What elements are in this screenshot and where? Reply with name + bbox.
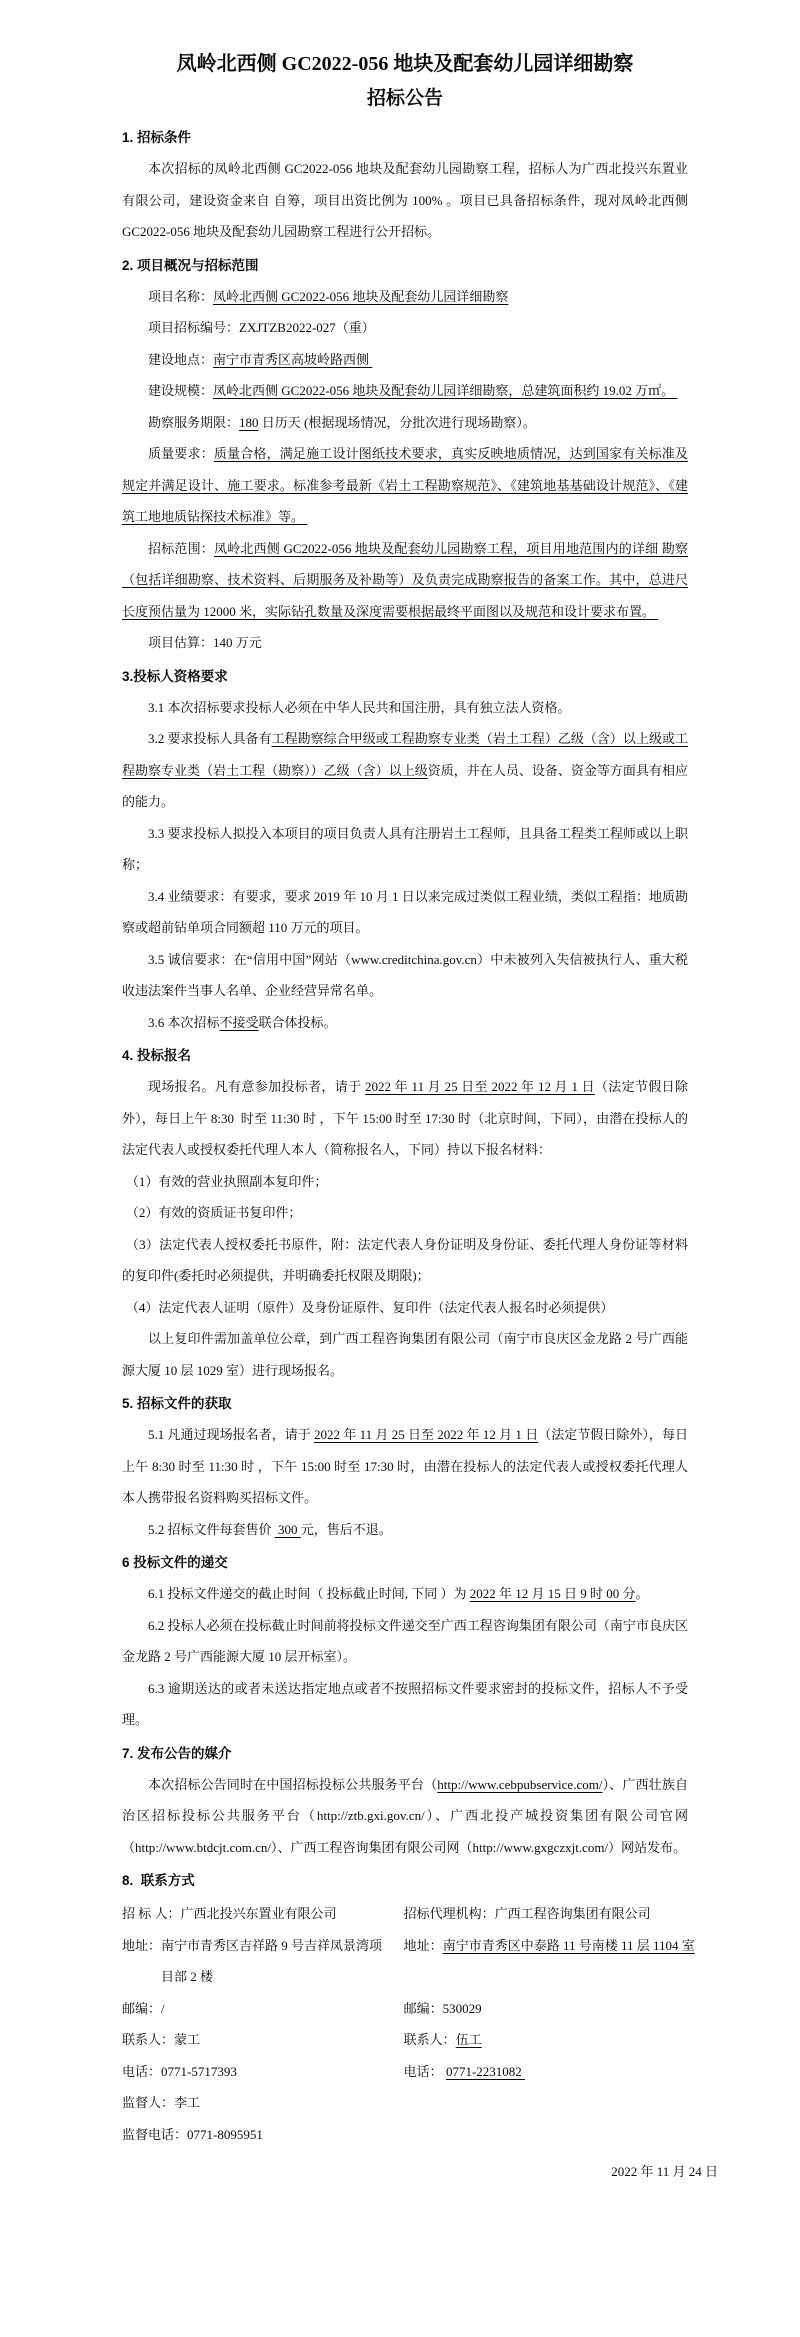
text-run: 项目招标编号：ZXJTZB2022-027（重） [148,320,375,335]
paragraph [122,344,688,376]
text-run: 5.2 招标文件每套售价 [148,1521,275,1537]
paragraph [122,375,688,407]
contact-cell-left [122,2119,394,2151]
underlined-text: 0771-2231082 [445,2063,526,2079]
underlined-text: 南宁市青秀区高坡岭路西侧 [213,351,373,367]
text-run: 。 [635,1586,649,1601]
text-run: 招 标 人：广西北投兴东置业有限公司 [122,1906,337,1921]
paragraph [122,881,688,944]
paragraph [122,281,688,313]
underlined-text: 凤岭北西侧 GC2022-056 地块及配套幼儿园详细勘察，总建筑面积约 19.02 万㎡。 [213,383,678,398]
text-run: 以上复印件需加盖单位公章，到广西工程咨询集团有限公司（南宁市良庆区金龙路 2 号广西能源大厦 10 层 1029 室）进行现场报名。 [122,1331,688,1378]
text-run: 邮编：530029 [403,2000,482,2016]
text-run: （3）法定代表人授权委托书原件，附：法定代表人身份证明及身份证、委托代理人身份证等材料的复印件(委托时必须提供，并明确委托权限及期限)； [122,1236,688,1283]
section-heading: 3.投标人资格要求 [122,668,228,684]
contact-cell-right [404,2024,698,2056]
text-run: 3.2 要求投标人具备有 [148,731,272,746]
contact-cell-left [122,2087,394,2119]
contact-cell-right [404,1930,698,1993]
text-run: 质量要求： [148,446,214,461]
underlined-text: http://www.cebpubservice.com/ [437,1776,603,1792]
paragraph [122,533,688,628]
contact-cell-right [404,2119,698,2151]
paragraph [122,1229,688,1292]
section-heading: 4. 投标报名 [122,1048,192,1063]
text-run: 电话： [403,2063,446,2079]
paragraph [122,1610,688,1673]
text-run: 日历天 (根据现场情况，分批次进行现场勘察）。 [258,414,536,430]
page-subtitle: 招标公告 [366,88,443,109]
text-run: 招标范围： [148,540,214,556]
underlined-text: 2022 年 11 月 25 日至 2022 年 12 月 1 日 [365,1079,595,1094]
contact-cell-right [404,2087,698,2119]
paragraph [122,723,688,818]
text-run: 6.1 投标文件递交的截止时间（ 投标截止时间, 下同 ）为 [148,1586,470,1601]
underlined-text: 质量合格，满足施工设计图纸技术要求，真实反映地质情况，达到国家有关标准及规定并满足设计、施工要求。标准参考最新《岩土工程勘察规范》、《建筑地基基础设计规范》、《建筑工地地质钻探技术标准》等。 [122,446,688,524]
contact-cell-right [404,2056,698,2088]
text-run: 现场报名。凡有意参加投标者，请于 [148,1079,366,1094]
text-run: 6.2 投标人必须在投标截止时间前将投标文件递交至广西工程咨询集团有限公司（南宁市良庆区金龙路 2 号广西能源大厦 10 层开标室）。 [122,1617,688,1664]
contact-cell-right [404,1993,698,2025]
paragraph [122,1166,688,1198]
paragraph [122,818,688,881]
text-run: 联系人：蒙工 [122,2032,201,2047]
contact-cell-left [122,2056,394,2088]
text-run: 邮编：/ [122,2000,165,2016]
underlined-text: 伍工 [455,2032,482,2047]
underlined-text: 2022 年 11 月 25 日至 2022 年 12 月 1 日 [314,1427,539,1442]
text-run: 建设地点： [148,351,214,367]
text-run: 地址： [403,1937,443,1953]
text-run: 5.1 凡通过现场报名者，请于 [148,1427,315,1442]
text-run: （法定节假日除外），每日上午 8:30 时至 11:30 时 ，下午 15:00 时至 17:30 时（北京时间，下同），由潜在投标人的法定代表人或授权委托代理人本人（简称报名人，下同）持以下报名材料： [122,1079,688,1157]
section-heading: 7. 发布公告的媒介 [122,1745,232,1761]
text-run: 3.5 诚信要求：在“信用中国”网站（www.creditchina.gov.cn）中未被列入失信被执行人、重大税收违法案件当事人名单、企业经营异常名单。 [122,951,688,998]
paragraph [122,153,692,248]
text-run: 元，售后不退。 [300,1521,392,1537]
text-run: 地址：南宁市青秀区吉祥路 9 号吉祥凤景湾项目部 2 楼 [122,1937,383,1984]
paragraph [122,1514,688,1546]
contact-cell-left [122,1993,394,2025]
contact-table [122,1898,695,2150]
paragraph [122,1578,688,1610]
text-run: 本次招标的凤岭北西侧 GC2022-056 地块及配套幼儿园勘察工程，招标人为广西北投兴东置业有限公司，建设资金来自 自筹，项目出资比例为 100% 。项目已具备招标条件，现对凤岭北西侧 GC2022-056 地块及配套幼儿园勘察工程进行公开招标。 [122,161,692,239]
paragraph [122,1197,688,1229]
text-run: 电话：0771-5717393 [122,2063,237,2079]
text-run: （1）有效的营业执照副本复印件； [125,1173,328,1189]
paragraph [122,627,688,659]
text-run: 项目名称： [148,288,214,304]
underlined-text: 300 [274,1521,301,1537]
paragraph [122,1769,688,1864]
contact-cell-right [404,1898,698,1930]
paragraph [122,407,688,439]
text-run: （法定节假日除外），每日上午 8:30 时至 11:30 时 ，下午 15:00 时至 17:30 时，由潜在投标人的法定代表人或授权委托代理人本人携带报名资料购买招标文件。 [122,1427,688,1505]
text-run: 资质，并在人员、设备、资金等方面具有相应的能力。 [122,762,688,809]
text-run: 招标代理机构：广西工程咨询集团有限公司 [403,1906,651,1921]
text-run: 3.1 本次招标要求投标人必须在中华人民共和国注册，具有独立法人资格。 [148,699,571,715]
section-heading: 8. 联系方式 [122,1873,195,1888]
text-run: （4）法定代表人证明（原件）及身份证原件、复印件（法定代表人报名时必须提供） [125,1299,614,1315]
paragraph [122,692,688,724]
underlined-text: 工程勘察综合甲级或工程勘察专业类（岩土工程）乙级（含）以上级或工程勘察专业类（岩土工程（勘察））乙级（含）以上级 [122,731,688,778]
doc-date: 2022 年 11 月 24 日 [611,2164,718,2179]
text-run: ）、广西壮族自治区招标投标公共服务平台（http://ztb.gxi.gov.cn/）、广西北投产城投资集团有限公司官网（http://www.btdcjt.com.cn/）、广西工程咨询集团有限公司网（http://www.gxgczxjt.com/）网站发布。 [122,1776,688,1855]
text-run: 6.3 逾期送达的或者未送达指定地点或者不按照招标文件要求密封的投标文件，招标人不予受理。 [122,1680,688,1727]
underlined-text: 2022 年 12 月 15 日 9 时 00 分 [469,1586,636,1601]
text-run: （2）有效的资质证书复印件； [125,1205,302,1220]
section-heading: 1. 招标条件 [122,130,192,145]
text-run: 本次招标公告同时在中国招标投标公共服务平台（ [148,1776,438,1792]
contact-cell-left [122,2024,394,2056]
paragraph [122,944,688,1007]
text-run: 联合体投标。 [258,1014,337,1030]
section-heading: 6 投标文件的递交 [122,1555,228,1570]
text-run: 勘察服务期限： [148,414,240,430]
paragraph [122,1007,688,1039]
text-run: 3.3 要求投标人拟投入本项目的项目负责人具有注册岩土工程师，且具备工程类工程师或以上职称； [122,825,688,872]
paragraph [122,312,688,344]
text-run: 监督电话：0771-8095951 [122,2126,263,2142]
paragraph [122,1071,688,1166]
contact-cell-left [122,1898,394,1930]
text-run: 联系人： [403,2032,456,2047]
sections [122,122,692,1896]
underlined-text: 凤岭北西侧 GC2022-056 地块及配套幼儿园勘察工程，项目用地范围内的详细 勘察（包括详细勘察、技术资料、后期服务及补勘等）及负责完成勘察报告的备案工作。其中，总进尺长度预估量为 12000 米，实际钻孔数量及深度需要根据最终平面图以及规范和设计要求布置。 [122,540,688,619]
underlined-text: 凤岭北西侧 GC2022-056 地块及配套幼儿园详细勘察 [213,288,509,304]
paragraph [122,1419,688,1514]
text-run: 项目估算：140 万元 [148,635,262,650]
paragraph [122,438,688,533]
text-run: 3.6 本次招标 [148,1014,220,1030]
underlined-text: 南宁市青秀区中泰路 11 号南楼 11 层 1104 室 [442,1937,695,1953]
paragraph [122,1292,688,1324]
page-title: 凤岭北西侧 GC2022-056 地块及配套幼儿园详细勘察 [176,53,634,75]
contact-cell-left [122,1930,394,1993]
paragraph [122,1323,688,1386]
section-heading: 2. 项目概况与招标范围 [122,257,259,273]
text-run: 监督人：李工 [122,2095,201,2110]
underlined-text: 不接受 [219,1014,259,1030]
section-heading: 5. 招标文件的获取 [122,1396,232,1411]
text-run: 3.4 业绩要求：有要求，要求 2019 年 10 月 1 日以来完成过类似工程业绩，类似工程指：地质勘察或超前钻单项合同额超 110 万元的项目。 [122,888,688,935]
text-run: 建设规模： [148,383,214,398]
paragraph [122,1673,688,1736]
underlined-text: 180 [239,414,259,430]
